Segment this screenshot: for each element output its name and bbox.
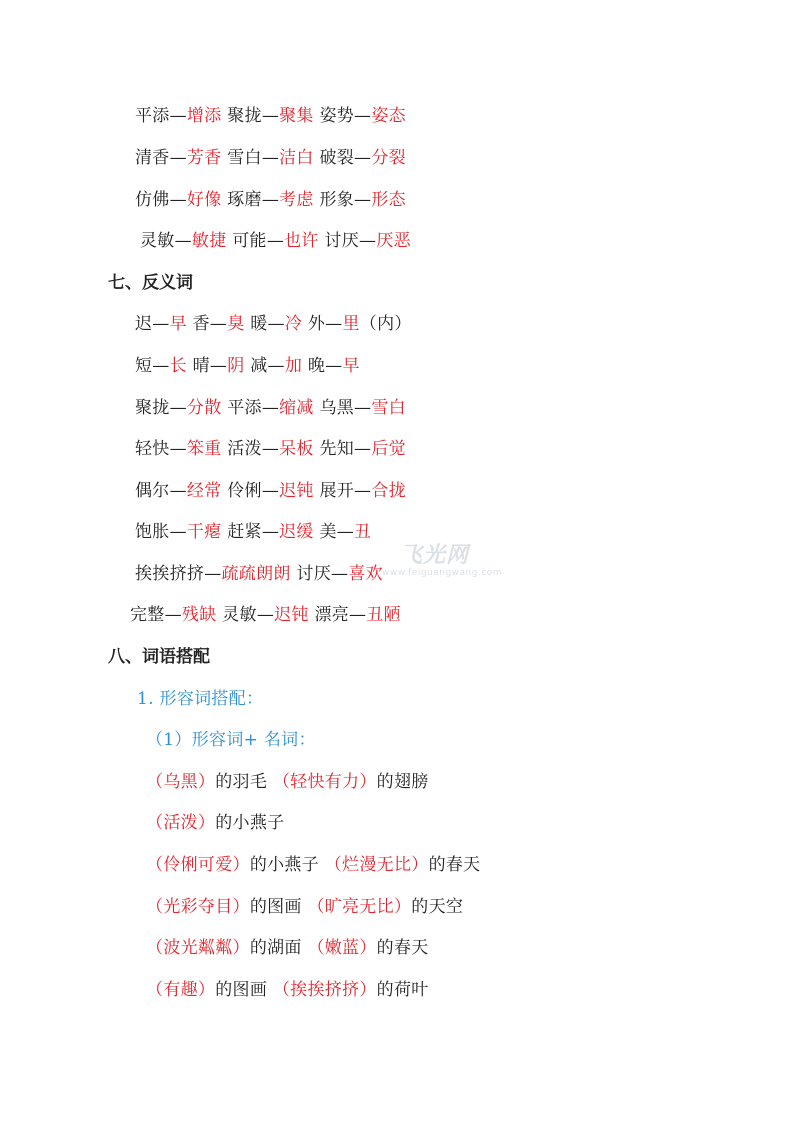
answer-text: 长: [169, 356, 187, 376]
answer-text: 里: [342, 314, 360, 334]
watermark-logo: [370, 538, 503, 590]
prompt-text: 仿佛—: [135, 190, 187, 210]
collocation-line: [146, 895, 463, 919]
answer-text: 丑: [354, 522, 372, 542]
watermark-url-text: www.feiguangwang.com: [382, 568, 503, 578]
answer-text: ）: [232, 897, 250, 917]
answer-text: 光彩夺目: [163, 897, 233, 917]
watermark-main-text: 飞光网: [400, 543, 470, 568]
answer-text: 洁白: [279, 148, 314, 168]
answer-text: 活泼: [163, 813, 198, 833]
antonym-line: [135, 562, 383, 586]
prompt-text: 聚拢—: [221, 106, 280, 126]
prompt-text: 外—: [302, 314, 343, 334]
answer-text: （: [307, 938, 325, 958]
prompt-text: 灵敏—: [216, 605, 275, 625]
prompt-text: 挨挨挤挤—: [135, 564, 222, 584]
answer-text: ）: [197, 980, 216, 1000]
answer-text: （: [146, 980, 164, 1000]
synonym-line: [135, 104, 406, 128]
prompt-text: 可能—: [226, 231, 285, 251]
prompt-text: 的图画: [215, 980, 273, 1000]
answer-text: （: [307, 897, 325, 917]
answer-text: 波光粼粼: [163, 938, 233, 958]
prompt-text: 漂亮—: [308, 605, 367, 625]
synonym-line: [135, 188, 406, 212]
prompt-text: 短—: [135, 356, 170, 376]
prompt-text: 清香—: [135, 148, 187, 168]
prompt-text: 的小燕子: [215, 813, 285, 833]
answer-text: 缩减: [279, 398, 314, 418]
prompt-text: 的翅膀: [376, 772, 429, 792]
prompt-text: 伶俐—: [221, 481, 280, 501]
answer-text: 好像: [186, 190, 222, 210]
prompt-text: 讨厌—: [290, 564, 349, 584]
subheading-text: 1. 形容词搭配：: [137, 689, 264, 709]
answer-text: 呆板: [279, 439, 314, 459]
prompt-text: 灵敏—: [140, 231, 192, 251]
answer-text: 丑陋: [366, 605, 401, 625]
antonym-line: [135, 396, 406, 420]
prompt-text: 展开—: [313, 481, 372, 501]
collocation-line: [146, 936, 429, 960]
prompt-text: 轻快—: [135, 439, 187, 459]
prompt-text: 的湖面: [249, 938, 308, 958]
answer-text: 伶俐可爱: [163, 855, 233, 875]
prompt-text: 平添—: [221, 398, 280, 418]
prompt-text: 暖—: [244, 314, 285, 334]
antonym-line: [135, 437, 406, 461]
answer-text: 敏捷: [191, 231, 227, 251]
prompt-text: 琢磨—: [221, 190, 280, 210]
section-heading-antonyms: 七、反义词: [108, 273, 193, 293]
prompt-text: 形象—: [313, 190, 372, 210]
answer-text: 喜欢: [348, 564, 383, 584]
answer-text: ）: [197, 813, 216, 833]
subheading-adjective-collocation: [137, 687, 263, 711]
answer-text: 阴: [227, 356, 245, 376]
antonym-line: [135, 520, 371, 544]
answer-text: （: [272, 772, 291, 792]
prompt-text: 平添—: [135, 106, 187, 126]
prompt-text: 破裂—: [313, 148, 372, 168]
answer-text: （: [146, 938, 164, 958]
prompt-text: （内）: [359, 314, 412, 334]
answer-text: 迟缓: [279, 522, 314, 542]
answer-text: ）: [232, 938, 250, 958]
prompt-text: 聚拢—: [135, 398, 187, 418]
subheading-adjective-noun: [146, 728, 316, 752]
prompt-text: 的春天: [376, 938, 429, 958]
answer-text: 厌恶: [376, 231, 411, 251]
section-heading-collocation: 八、词语搭配: [108, 647, 210, 667]
answer-text: ）: [359, 938, 377, 958]
prompt-text: 偶尔—: [135, 481, 187, 501]
answer-text: 笨重: [186, 439, 222, 459]
answer-text: 芳香: [186, 148, 222, 168]
answer-text: ）: [232, 855, 250, 875]
prompt-text: 姿势—: [313, 106, 372, 126]
answer-text: 干瘪: [186, 522, 222, 542]
answer-text: 分裂: [371, 148, 406, 168]
synonym-line: [135, 146, 406, 170]
antonym-line: [135, 312, 412, 336]
answer-text: 加: [284, 356, 303, 376]
prompt-text: 赶紧—: [221, 522, 280, 542]
prompt-text: 的羽毛: [215, 772, 273, 792]
collocation-line: [146, 853, 480, 877]
prompt-text: 乌黑—: [313, 398, 372, 418]
answer-text: ）: [411, 855, 429, 875]
answer-text: ）: [393, 897, 412, 917]
answer-text: 合拢: [371, 481, 406, 501]
collocation-line: [146, 770, 429, 794]
prompt-text: 减—: [244, 356, 285, 376]
answer-text: （: [146, 772, 164, 792]
antonym-line: [135, 354, 360, 378]
subheading-text: （1）形容词+ 名词：: [146, 730, 316, 750]
antonym-line: [130, 603, 401, 627]
answer-text: 挨挨挤挤: [290, 980, 360, 1000]
answer-text: 臭: [227, 314, 245, 334]
answer-text: （: [324, 855, 343, 875]
prompt-text: 的春天: [428, 855, 481, 875]
answer-text: 迟钝: [279, 481, 314, 501]
answer-text: 后觉: [371, 439, 406, 459]
answer-text: （: [146, 897, 164, 917]
answer-text: 乌黑: [163, 772, 198, 792]
prompt-text: 美—: [313, 522, 355, 542]
prompt-text: 先知—: [313, 439, 372, 459]
prompt-text: 的图画: [249, 897, 308, 917]
answer-text: 嫩蓝: [324, 938, 360, 958]
prompt-text: 雪白—: [221, 148, 280, 168]
answer-text: 冷: [284, 314, 303, 334]
prompt-text: 香—: [186, 314, 228, 334]
answer-text: 旷亮无比: [324, 897, 394, 917]
antonym-line: [135, 479, 406, 503]
answer-text: 增添: [186, 106, 222, 126]
prompt-text: 饱胀—: [135, 522, 187, 542]
answer-text: ）: [359, 980, 377, 1000]
prompt-text: 的荷叶: [376, 980, 429, 1000]
answer-text: （: [272, 980, 291, 1000]
answer-text: 烂漫无比: [342, 855, 412, 875]
prompt-text: 的天空: [411, 897, 464, 917]
answer-text: 也许: [284, 231, 319, 251]
answer-text: 聚集: [279, 106, 314, 126]
prompt-text: 完整—: [130, 605, 182, 625]
answer-text: 早: [342, 356, 360, 376]
answer-text: 迟钝: [274, 605, 309, 625]
answer-text: 经常: [186, 481, 222, 501]
answer-text: （: [146, 855, 164, 875]
answer-text: 早: [169, 314, 187, 334]
answer-text: 残缺: [181, 605, 217, 625]
prompt-text: 的小燕子: [249, 855, 325, 875]
collocation-line: [146, 978, 429, 1002]
answer-text: 分散: [186, 398, 222, 418]
answer-text: 考虑: [279, 190, 314, 210]
synonym-line: [140, 229, 411, 253]
answer-text: 雪白: [371, 398, 406, 418]
answer-text: （: [146, 813, 164, 833]
answer-text: 有趣: [163, 980, 198, 1000]
prompt-text: 讨厌—: [318, 231, 377, 251]
answer-text: 形态: [371, 190, 406, 210]
answer-text: ）: [359, 772, 377, 792]
prompt-text: 迟—: [135, 314, 170, 334]
answer-text: 疏疏朗朗: [221, 564, 291, 584]
prompt-text: 活泼—: [221, 439, 280, 459]
answer-text: ）: [197, 772, 216, 792]
collocation-line: [146, 811, 284, 835]
answer-text: 姿态: [371, 106, 406, 126]
prompt-text: 晴—: [186, 356, 228, 376]
prompt-text: 晚—: [302, 356, 343, 376]
answer-text: 轻快有力: [290, 772, 360, 792]
